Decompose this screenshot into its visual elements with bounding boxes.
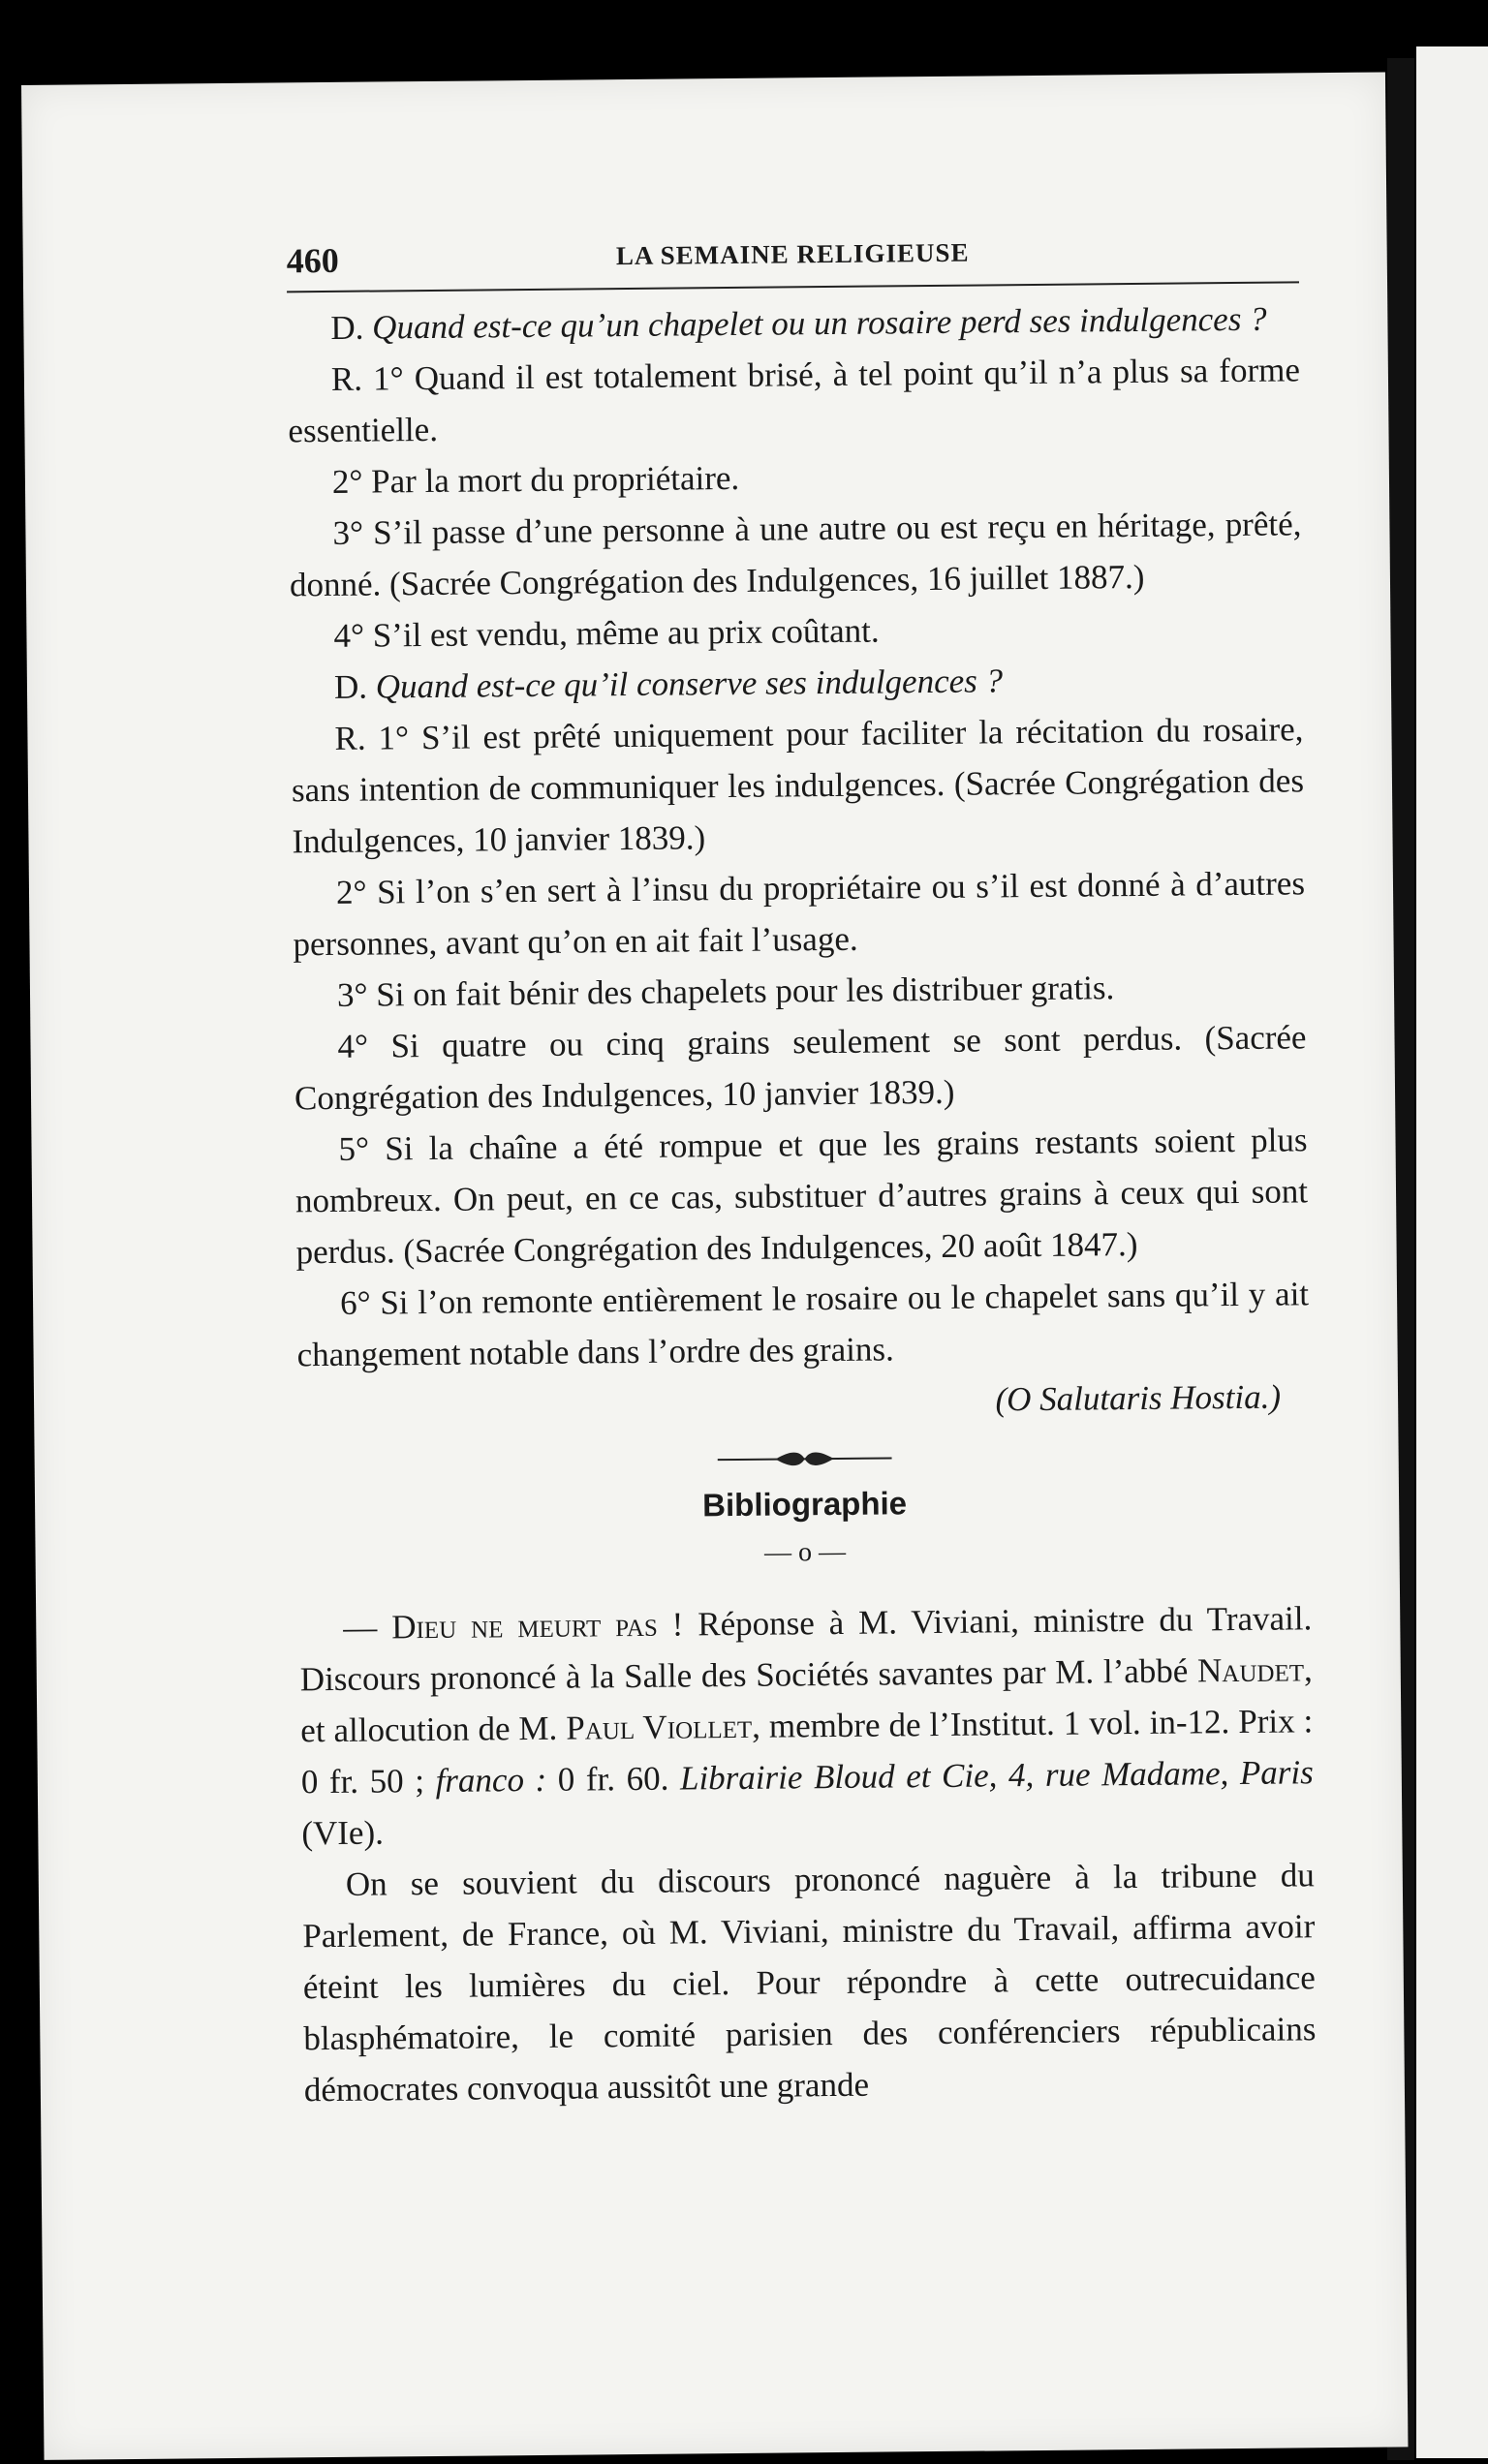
entry-text-4: 0 fr. 60. [546, 1759, 681, 1799]
entry-dash: — [343, 1608, 392, 1647]
answer-1-item-3: 3° S’il passe d’une personne à une autre ou est reçu en héritage, prêté, donné. (Sacrée Congrégation des Indulgences, 16 juillet 1887.) [289, 505, 1302, 604]
entry-text-1: Réponse à M. Viviani, ministre du Travail. Discours prononcé à la Salle des Sociétés savantes par M. l’abbé [299, 1599, 1313, 1699]
question-2-prefix: D. [333, 667, 376, 706]
ornament-divider [717, 1447, 891, 1470]
answer-2-item-4: 4° Si quatre ou cinq grains seulement se sont perdus. (Sacrée Congrégation des Indulgences, 10 janvier 1839.) [294, 1018, 1307, 1118]
entry-text-3: , membre de l’Institut. 1 vol. in-12. Prix : 0 fr. 50 ; [300, 1702, 1314, 1802]
answer-1-item-4: 4° S’il est vendu, même au prix coûtant. [333, 611, 880, 655]
entry-franco: franco : [435, 1760, 547, 1800]
page-header [286, 223, 1299, 293]
answer-2-item-1: R. 1° S’il est prêté uniquement pour faciliter la récitation du rosaire, sans intention de communiquer les indulgences. (Sacrée Congrégation des Indulgences, 10 janvier 1839.) [291, 710, 1305, 861]
running-title: LA SEMAINE RELIGIEUSE [615, 237, 970, 271]
page-number: 460 [286, 240, 339, 281]
book-page [21, 72, 1408, 2459]
entry-text-5: (VIe). [301, 1813, 385, 1853]
answer-1-item-1: R. 1° Quand il est totalement brisé, à tel point qu’il n’a plus sa forme essentielle. [288, 351, 1301, 450]
adjacent-page-edge [1416, 46, 1488, 2458]
bibliography-entry [299, 1592, 1314, 1859]
answer-2-item-5: 5° Si la chaîne a été rompue et que les grains restants soient plus nombreux. On peut, en ce cas, substituer d’autres grains à ceux qui sont perdus. (Sacrée Congrégation des Indulgences, 20 août 1847.) [294, 1121, 1309, 1272]
answer-2-item-3: 3° Si on fait bénir des chapelets pour les distribuer gratis. [336, 969, 1115, 1014]
answer-2-item-6: 6° Si l’on remonte entièrement le rosaire ou le chapelet sans qu’il y ait changement notable dans l’ordre des grains. [296, 1275, 1310, 1374]
section-separator: — o — [763, 1536, 847, 1568]
entry-publisher: Librairie Bloud et Cie, 4, rue Madame, Paris [679, 1753, 1314, 1798]
entry-author: Naudet [1196, 1650, 1305, 1690]
question-1-text: Quand est-ce qu’un chapelet ou un rosaire perd ses indulgences ? [372, 299, 1267, 347]
bibliography-paragraph: On se souvient du discours prononcé naguère à la tribune du Parlement, de France, où M. Viviani, ministre du Travail, affirma avoir éteint les lumières du ciel. Pour répondre à cette outrecuidance blasphématoire, le comité parisien des conférenciers républicains démocrates convoqua aussitôt une grande [302, 1856, 1317, 2110]
question-2-text: Quand est-ce qu’il conserve ses indulgences ? [375, 662, 1004, 706]
answer-1-item-2: 2° Par la mort du propriétaire. [331, 458, 740, 501]
answer-2-item-2: 2° Si l’on s’en sert à l’insu du propriétaire ou s’il est donné à d’autres personnes, avant qu’on en ait fait l’usage. [293, 864, 1306, 964]
entry-person: Paul Viollet [566, 1707, 753, 1747]
section-title: Bibliographie [702, 1485, 908, 1524]
entry-text-2: , et allocution de M. [300, 1650, 1313, 1750]
question-1-prefix: D. [330, 308, 373, 347]
page-content [286, 223, 1317, 2115]
entry-title: Dieu ne meurt pas ! [391, 1605, 684, 1647]
source-citation: (O Salutaris Hostia.) [995, 1377, 1282, 1419]
